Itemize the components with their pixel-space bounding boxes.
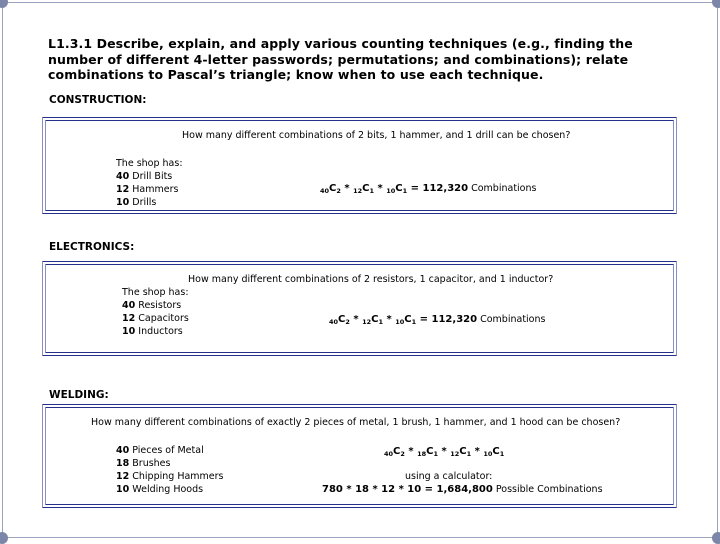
welding-label: WELDING: [49,389,109,401]
construction-label: CONSTRUCTION: [49,94,147,106]
electronics-question: How many different combinations of 2 resistors, 1 capacitor, and 1 inductor? [188,274,554,285]
electronics-box [42,261,677,356]
inventory-item: 40 Resistors [122,300,182,311]
inventory-intro: The shop has: [116,158,183,169]
construction-question: How many different combinations of 2 bits, 1 hammer, and 1 drill can be chosen? [182,130,571,141]
inventory-item: 10 Inductors [122,326,183,337]
electronics-label: ELECTRONICS: [49,241,135,253]
construction-formula: $_{40}C_2 * _{12}C_1 * _{10}C_1 = 112,320$ Combinations [320,183,537,195]
inventory-item: 12 Capacitors [122,313,189,324]
welding-formula: $_{40}C_2 * _{18}C_1 * _{12}C_1 * _{10}C_1$ [384,446,505,458]
construction-box [42,117,677,214]
electronics-formula: $_{40}C_2 * _{12}C_1 * _{10}C_1 = 112,320$ Combinations [329,314,546,326]
inventory-item: 12 Chipping Hammers [116,471,224,482]
welding-box [42,404,677,508]
inventory-item: 10 Drills [116,197,157,208]
inventory-intro: The shop has: [122,287,189,298]
welding-calc-result: 780 * 18 * 12 * 10 = 1,684,800 Possible Combinations [322,484,603,495]
inventory-item: 10 Welding Hoods [116,484,204,495]
frame-corner-ornament [712,532,720,544]
construction-inventory [116,157,183,209]
standard-heading: L1.3.1 Describe, explain, and apply various counting techniques (e.g., finding the number of different 4-letter passwords; permutations; and combinations); relate combinations to Pascal’s triangle; know when to use each technique. [48,36,633,82]
inventory-item: 40 Pieces of Metal [116,445,204,456]
inventory-item: 12 Hammers [116,184,179,195]
welding-inventory [116,444,224,496]
inventory-item: 18 Brushes [116,458,171,469]
inventory-item: 40 Drill Bits [116,171,173,182]
frame-corner-ornament [0,532,8,544]
welding-question: How many different combinations of exactly 2 pieces of metal, 1 brush, 1 hammer, and 1 hood can be chosen? [91,417,621,428]
welding-calc-note: using a calculator: [405,471,493,482]
electronics-inventory [122,286,189,338]
